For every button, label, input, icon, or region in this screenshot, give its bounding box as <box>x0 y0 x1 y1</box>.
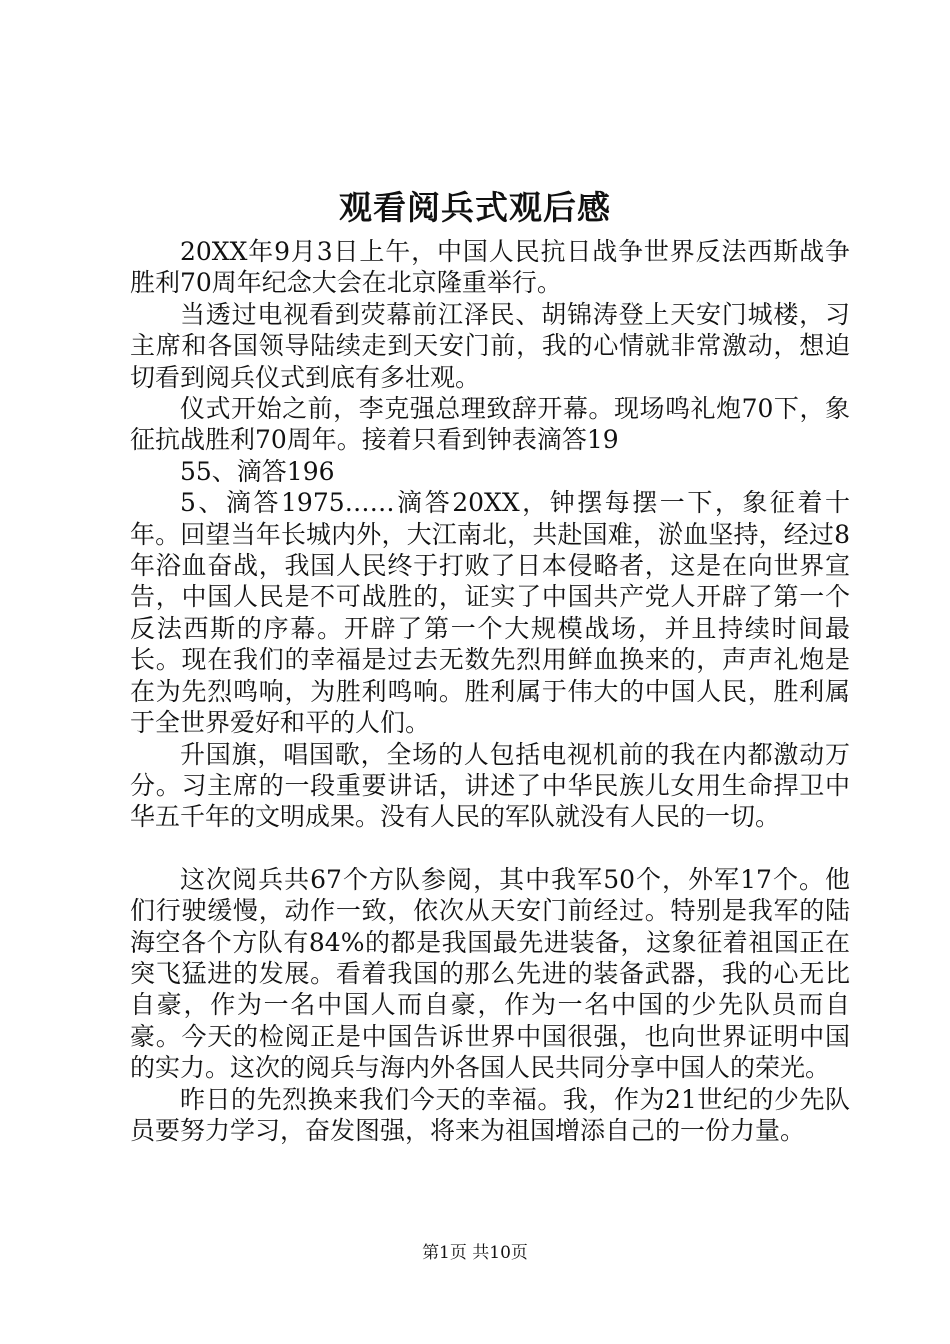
document-title: 观看阅兵式观后感 <box>339 188 611 227</box>
paragraph-3: 仪式开始之前，李克强总理致辞开幕。现场鸣礼炮70下，象征抗战胜利70周年。接着只看到钟表滴答19 <box>130 394 850 455</box>
paragraph-6: 升国旗，唱国歌，全场的人包括电视机前的我在内都激动万分。习主席的一段重要讲话，讲述了中华民族儿女用生命捍卫中华五千年的文明成果。没有人民的军队就没有人民的一切。 <box>130 739 850 832</box>
paragraph-8: 昨日的先烈换来我们今天的幸福。我，作为21世纪的少先队员要努力学习，奋发图强，将来为祖国增添自己的一份力量。 <box>130 1084 850 1145</box>
paragraph-2: 当透过电视看到荧幕前江泽民、胡锦涛登上天安门城楼，习主席和各国领导陆续走到天安门前，我的心情就非常激动，想迫切看到阅兵仪式到底有多壮观。 <box>130 299 850 392</box>
paragraph-4: 55、滴答196 <box>180 456 335 486</box>
page-footer: 第1页 共10页 <box>422 1243 528 1263</box>
paragraph-5: 5、滴答1975……滴答20XX，钟摆每摆一下，象征着十年。回望当年长城内外，大江南北，共赴国难，淤血坚持，经过8年浴血奋战，我国人民终于打败了日本侵略者，这是在向世界宣告，中国人民是不可战胜的，证实了中国共产党人开辟了第一个反法西斯的序幕。开辟了第一个大规模战场，并且持续时间最长。现在我们的幸福是过去无数先烈用鲜血换来的，声声礼炮是在为先烈鸣响，为胜利鸣响。胜利属于伟大的中国人民，胜利属于全世界爱好和平的人们。 <box>130 488 850 738</box>
paragraph-1: 20XX年9月3日上午，中国人民抗日战争世界反法西斯战争胜利70周年纪念大会在北京隆重举行。 <box>130 237 850 298</box>
paragraph-7: 这次阅兵共67个方队参阅，其中我军50个，外军17个。他们行驶缓慢，动作一致，依次从天安门前经过。特别是我军的陆海空各个方队有84%的都是我国最先进装备，这象征着祖国正在突飞猛进的发展。看着我国的那么先进的装备武器，我的心无比自豪，作为一名中国人而自豪，作为一名中国的少先队员而自豪。今天的检阅正是中国告诉世界中国很强，也向世界证明中国的实力。这次的阅兵与海内外各国人民共同分享中国人的荣光。 <box>130 864 850 1083</box>
document-body <box>130 236 850 1146</box>
